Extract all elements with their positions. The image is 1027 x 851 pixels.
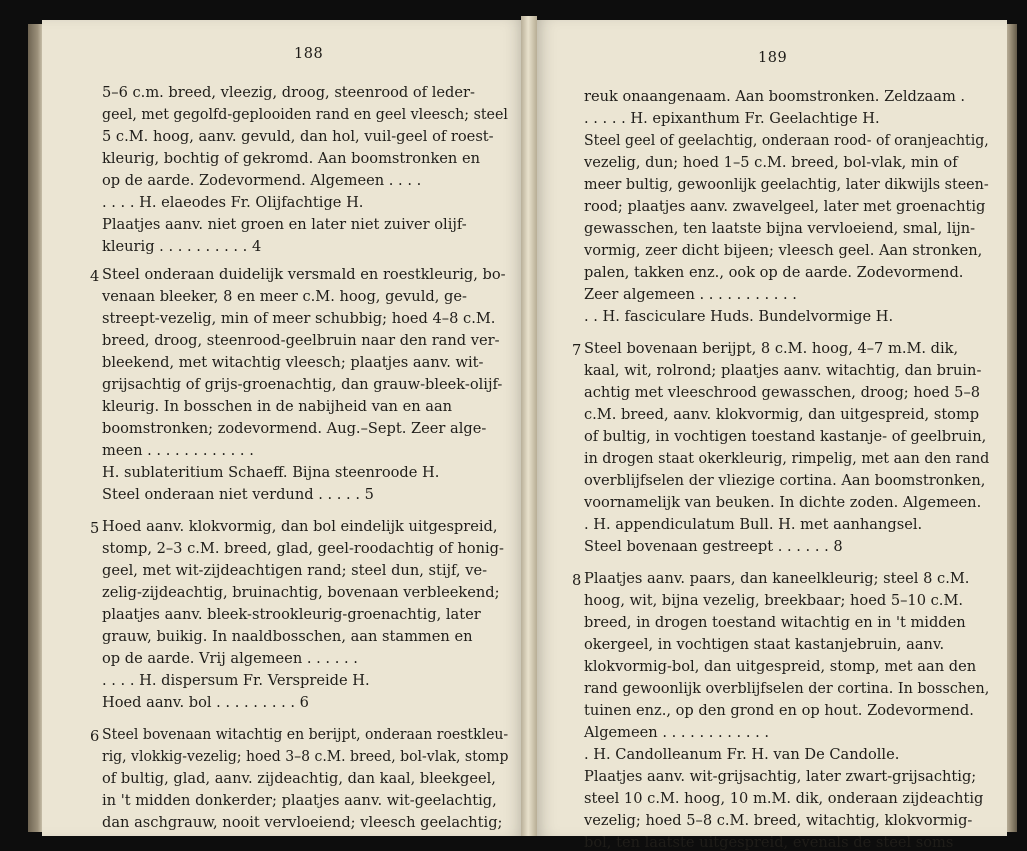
text-line: rig, vlokkig-vezelig; hoed 3–8 c.M. breed, bol-vlak, stomp (102, 748, 509, 765)
text-line: plaatjes aanv. bleek-strookleurig-groenachtig, later (102, 606, 481, 623)
text-line: bleekend, met witachtig vleesch; plaatjes aanv. wit- (102, 354, 484, 371)
text-line: geel, met gegolfd-geplooiden rand en geel vleesch; steel (102, 106, 508, 123)
text-line: meer bultig, gewoonlijk geelachtig, later dikwijls steen- (584, 176, 989, 193)
page-number: 189 (758, 50, 788, 66)
text-line: Steel geel of geelachtig, onderaan rood- of oranjeachtig, (584, 132, 989, 149)
text-line: of bultig, glad, aanv. zijdeachtig, dan kaal, bleekgeel, (102, 770, 496, 787)
text-line: Steel onderaan duidelijk versmald en roestkleurig, bo- (102, 266, 506, 283)
left-page (42, 20, 526, 836)
text-line: Steel onderaan niet verdund . . . . . 5 (102, 486, 374, 503)
text-line: gewasschen, ten laatste bijna vervloeiend, smal, lijn- (584, 220, 976, 237)
text-line: 5–6 c.m. breed, vleezig, droog, steenrood of leder- (102, 84, 475, 101)
text-line: c.M. breed, aanv. klokvormig, dan uitgespreid, stomp (584, 406, 980, 423)
text-line: okergeel, in vochtigen staat kastanjebruin, aanv. (584, 636, 945, 653)
text-line: vormig, zeer dicht bijeen; vleesch geel. Aan stronken, (584, 242, 983, 259)
text-line: in 't midden donkerder; plaatjes aanv. wit-geelachtig, (102, 792, 497, 809)
text-line: streept-vezelig, min of meer schubbig; hoed 4–8 c.M. (102, 310, 496, 327)
text-line: Plaatjes aanv. paars, dan kaneelkleurig; steel 8 c.M. (584, 570, 970, 587)
text-line: overblijfselen der vliezige cortina. Aan boomstronken, (584, 472, 986, 489)
text-line: hoog, wit, bijna vezelig, breekbaar; hoed 5–10 c.M. (584, 592, 964, 609)
book-spine (521, 16, 537, 836)
species-line: H. sublateritium Schaeff. Bijna steenroode H. (102, 464, 440, 481)
text-line: boomstronken; zodevormend. Aug.–Sept. Zeer alge- (102, 420, 487, 437)
key-number: 5 (90, 520, 100, 537)
species-line: . H. appendiculatum Bull. H. met aanhangsel. (584, 516, 923, 533)
text-line: klokvormig-bol, dan uitgespreid, stomp, met aan den (584, 658, 977, 675)
text-line: meen . . . . . . . . . . . . (102, 442, 254, 459)
text-line: reuk onaangenaam. Aan boomstronken. Zeldzaam . (584, 88, 966, 105)
text-line: Steel bovenaan berijpt, 8 c.M. hoog, 4–7 m.M. dik, (584, 340, 959, 357)
text-line: geel, met wit-zijdeachtigen rand; steel dun, stijf, ve- (102, 562, 488, 579)
text-line: in drogen staat okerkleurig, rimpelig, met aan den rand (584, 450, 990, 467)
text-line: Steel bovenaan gestreept . . . . . . 8 (584, 538, 843, 555)
text-line: rood; plaatjes aanv. zwavelgeel, later met groenachtig (584, 198, 986, 215)
text-line: Hoed aanv. bol . . . . . . . . . 6 (102, 694, 309, 711)
text-line: dan aschgrauw, nooit vervloeiend; vleesch geelachtig; (102, 814, 503, 831)
text-line: tuinen enz., op den grond en op hout. Zodevormend. (584, 702, 974, 719)
text-line: stomp, 2–3 c.M. breed, glad, geel-roodachtig of honig- (102, 540, 504, 557)
species-line: . . H. fasciculare Huds. Bundelvormige H. (584, 308, 894, 325)
text-line: zelig-zijdeachtig, bruinachtig, bovenaan verbleekend; (102, 584, 500, 601)
text-line: achtig met vleeschrood gewasschen, droog; hoed 5–8 (584, 384, 981, 401)
text-line: 5 c.M. hoog, aanv. gevuld, dan hol, vuil-geel of roest- (102, 128, 494, 145)
text-line: vezelig; hoed 5–8 c.M. breed, witachtig, klokvormig- (584, 812, 973, 829)
text-line: kleurig . . . . . . . . . . 4 (102, 238, 262, 255)
text-line: kleurig, bochtig of gekromd. Aan boomstronken en (102, 150, 480, 167)
text-line: breed, droog, steenrood-geelbruin naar den rand ver- (102, 332, 500, 349)
species-line: . . . . . H. epixanthum Fr. Geelachtige H. (584, 110, 880, 127)
text-line: voornamelijk van beuken. In dichte zoden. Algemeen. (584, 494, 982, 511)
text-line: grauw, buikig. In naaldbosschen, aan stammen en (102, 628, 473, 645)
text-line: palen, takken enz., ook op de aarde. Zodevormend. (584, 264, 964, 281)
key-number: 6 (90, 728, 100, 745)
text-line: bol, ten laatste uitgespreid, evenals de steel soms (584, 834, 954, 851)
key-number: 4 (90, 268, 100, 285)
species-line: . . . . H. dispersum Fr. Verspreide H. (102, 672, 370, 689)
text-line: vezelig, dun; hoed 1–5 c.M. breed, bol-vlak, min of (584, 154, 958, 171)
text-line: grijsachtig of grijs-groenachtig, dan grauw-bleek-olijf- (102, 376, 503, 393)
species-line: . H. Candolleanum Fr. H. van De Candolle. (584, 746, 900, 763)
text-line: Plaatjes aanv. niet groen en later niet zuiver olijf- (102, 216, 467, 233)
text-line: kleurig. In bosschen in de nabijheid van en aan (102, 398, 453, 415)
text-line: Zeer algemeen . . . . . . . . . . . (584, 286, 797, 303)
text-line: Algemeen . . . . . . . . . . . . (584, 724, 770, 741)
text-line: kaal, wit, rolrond; plaatjes aanv. witachtig, dan bruin- (584, 362, 982, 379)
page-number: 188 (294, 46, 324, 62)
key-number: 8 (572, 572, 582, 589)
text-line: Plaatjes aanv. wit-grijsachtig, later zwart-grijsachtig; (584, 768, 977, 785)
text-line: rand gewoonlijk overblijfselen der cortina. In bosschen, (584, 680, 990, 697)
right-page (534, 20, 1007, 851)
text-line: breed, in drogen toestand witachtig en in 't midden (584, 614, 966, 631)
text-line: op de aarde. Vrij algemeen . . . . . . (102, 650, 358, 667)
text-line: of bultig, in vochtigen toestand kastanje- of geelbruin, (584, 428, 987, 445)
text-line: steel 10 c.M. hoog, 10 m.M. dik, onderaan zijdeachtig (584, 790, 984, 807)
text-line: Steel bovenaan witachtig en berijpt, onderaan roestkleu- (102, 726, 509, 743)
text-line: op de aarde. Zodevormend. Algemeen . . . . (102, 172, 422, 189)
book (14, 6, 1017, 851)
text-line: venaan bleeker, 8 en meer c.M. hoog, gevuld, ge- (102, 288, 467, 305)
key-number: 7 (572, 342, 582, 359)
species-line: . . . . H. elaeodes Fr. Olijfachtige H. (102, 194, 364, 211)
text-line: Hoed aanv. klokvormig, dan bol eindelijk uitgespreid, (102, 518, 498, 535)
